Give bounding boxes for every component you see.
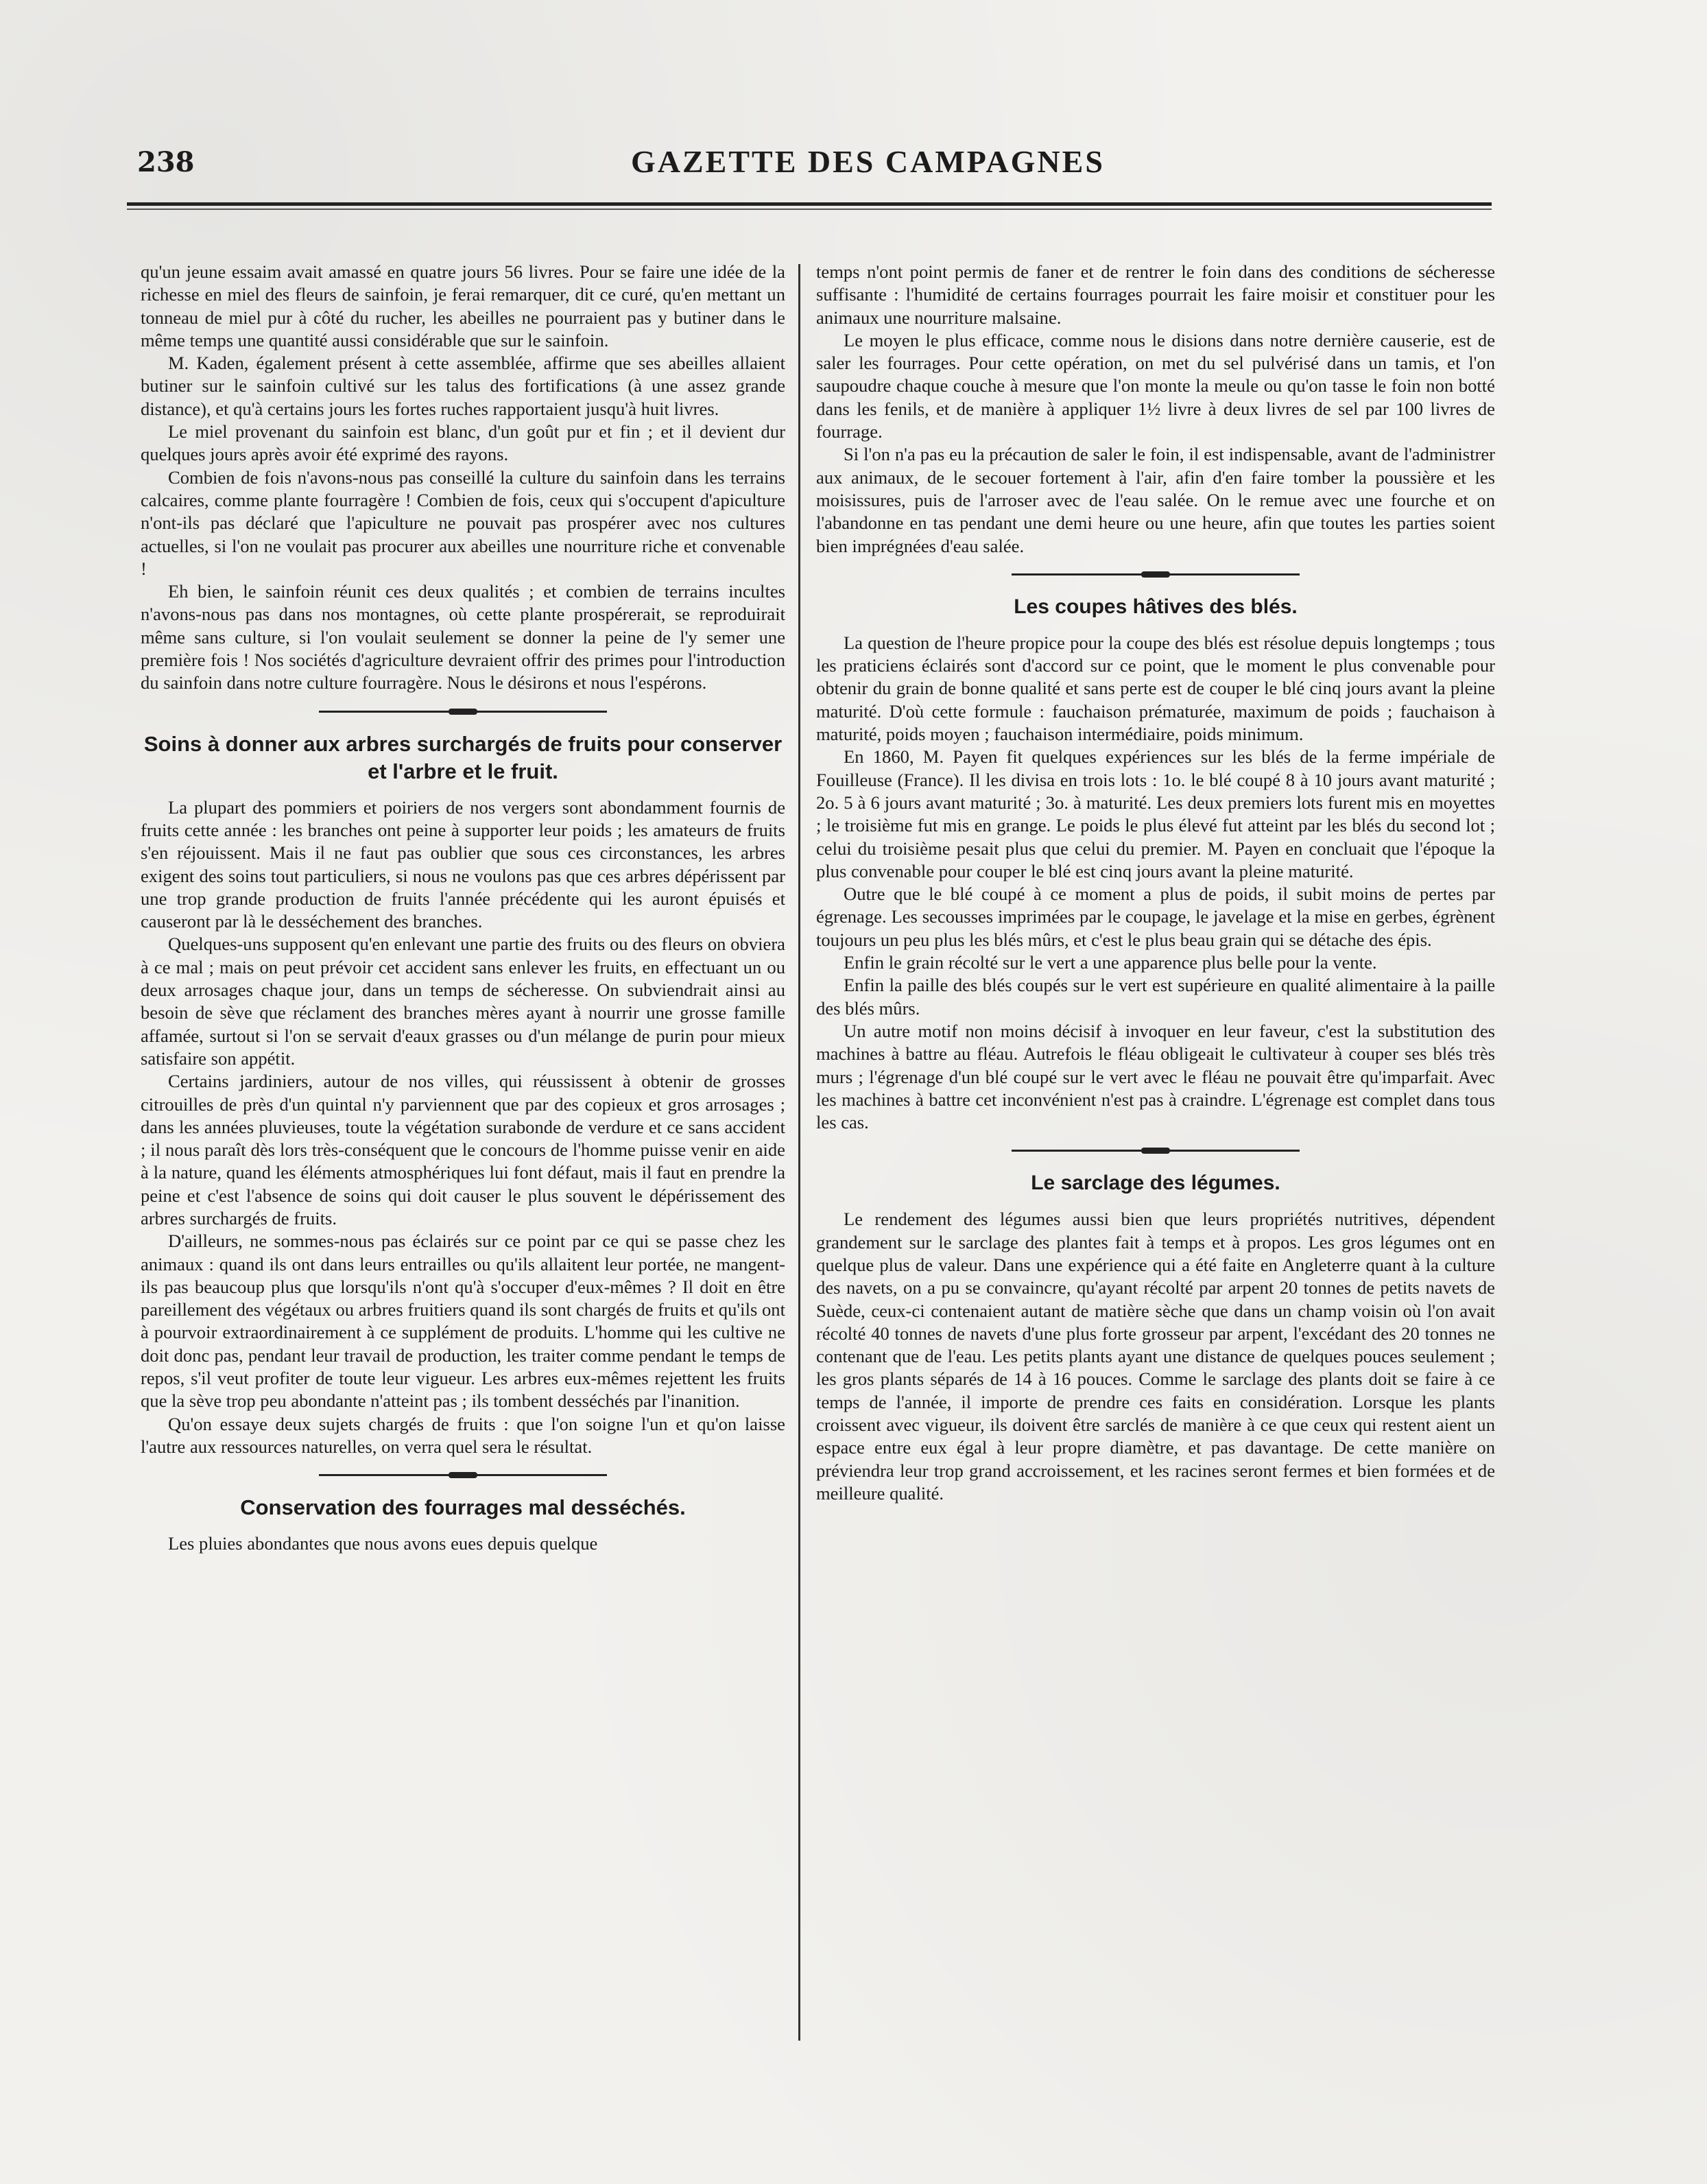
paragraph: Eh bien, le sainfoin réunit ces deux qualités ; et combien de terrains incultes n'avons-nous pas dans nos montagnes, où cette plante prospérerait, se reproduirait même sans culture, si l'on voulait seulement se donner la peine de l'y semer une première fois ! Nos sociétés d'agriculture devraient offrir des primes pour l'introduction du sainfoin dans notre culture fourragère. Nous le désirons et nous l'espérons. [141,581,785,693]
paragraph: Enfin le grain récolté sur le vert a une apparence plus belle pour la vente. [844,952,1377,973]
column-divider [798,264,800,2041]
page-header [137,141,1495,189]
paragraph: Outre que le blé coupé à ce moment a plus de poids, il subit moins de pertes par égrenage. Les secousses imprimées par le coupage, le javelage et la mise en gerbes, égrènent toujours un peu plus les blés mûrs, et c'est le plus beau grain qui se détache des épis. [816,883,1495,950]
right-column [816,261,1495,1505]
article-heading: Les coupes hâtives des blés. [1014,595,1298,618]
paragraph: Les pluies abondantes que nous avons eues depuis quelque [168,1533,598,1554]
section-separator [1012,565,1300,584]
paragraph: Un autre motif non moins décisif à invoquer en leur faveur, c'est la substitution des machines à battre au fléau. Autrefois le fléau obligeait le cultivateur à couper ses blés très murs ; l'égrenage d'un blé coupé sur le vert avec le fléau ne pouvait être qu'imparfait. Avec les machines à battre cet inconvénient n'est pas à craindre. L'égrenage est complet dans tous les cas. [816,1020,1495,1133]
paragraph: qu'un jeune essaim avait amassé en quatre jours 56 livres. Pour se faire une idée de la richesse en miel des fleurs de sainfoin, je ferai remarquer, dit ce curé, qu'en mettant un tonneau de miel pur à côté du rucher, les abeilles ne pourraient pas y butiner dans le même temps une quantité aussi considérable que sur le sainfoin. [141,261,785,351]
paragraph: Combien de fois n'avons-nous pas conseillé la culture du sainfoin dans les terrains calcaires, comme plante fourragère ! Combien de fois, ceux qui s'occupent d'apiculture n'ont-ils pas déclaré que l'apiculture ne pouvait pas prospérer avec nos cultures actuelles, si l'on ne voulait pas procurer aux abeilles une nourriture riche et convenable ! [141,466,785,579]
article-heading: Le sarclage des légumes. [1031,1172,1280,1195]
paragraph: Certains jardiniers, autour de nos villes, qui réussissent à obtenir de grosses citrouilles de près d'un quintal n'y parviennent que par des copieux et gros arrosages ; dans les années pluvieuses, toute la végétation surabonde de verdure et ce sans accident ; il nous paraît dès lors très-conséquent que le concours de l'homme puisse venir en aide à la nature, quand les éléments atmosphériques lui font défaut, mais il faut en prendre la peine et c'est l'absence de soins qui doit causer le plus souvent le dépérissement des arbres surchargés de fruits. [141,1071,785,1228]
paragraph: D'ailleurs, ne sommes-nous pas éclairés sur ce point par ce qui se passe chez les animaux : quand ils ont dans leurs entrailles ou qu'ils allaitent leur portée, ne mangent-ils pas beaucoup plus que lorsqu'ils n'ont qu'à s'occuper d'eux-mêmes ? Il doit en être pareillement des végétaux ou arbres fruitiers quand ils sont chargés de fruits et qu'ils ont à pourvoir extraordinairement à ce supplément de produits. L'homme qui les cultive ne doit donc pas, pendant leur travail de production, les traiter comme pendant le temps de repos, s'il veut profiter de toute leur vigueur. Les arbres eux-mêmes rejettent les fruits que la sève trop peu abondante n'atteint pas ; ils tombent desséchés par l'inanition. [141,1231,785,1412]
paragraph: La plupart des pommiers et poiriers de nos vergers sont abondamment fournis de fruits cette année : les branches ont peine à supporter leur poids ; les amateurs de fruits s'en réjouissent. Mais il ne faut pas oublier que sous ces circonstances, les arbres exigent des soins tout particuliers, si nous ne voulons pas que ces arbres dépérissent par une trop grande production de fruits l'année précédente qui les auront épuisés et causeront par là le desséchement des branches. [141,796,785,932]
section-separator [319,702,607,721]
paragraph: Le miel provenant du sainfoin est blanc, d'un goût pur et fin ; et il devient dur quelques jours après avoir été exprimé des rayons. [141,421,785,465]
paragraph: temps n'ont point permis de faner et de rentrer le foin dans des conditions de sécheresse suffisante : l'humidité de certains fourrages pourrait les faire moisir et constituer pour les animaux une nourriture malsaine. [816,261,1495,328]
paragraph: M. Kaden, également présent à cette assemblée, affirme que ses abeilles allaient butiner sur le sainfoin cultivé sur les talus des fortifications (à une assez grande distance), et qu'à certains jours les fortes ruches rapportaient jusqu'à huit livres. [141,353,785,419]
paragraph: Enfin la paille des blés coupés sur le vert est supérieure en qualité alimentaire à la paille des blés mûrs. [816,975,1495,1019]
paragraph: Le rendement des légumes aussi bien que leurs propriétés nutritives, dépendent grandement sur le sarclage des plantes fait à temps et à propos. Les gros légumes ont en quelque plus de valeur. Dans une expérience qui a été faite en Angleterre quant à la culture des navets, on a pu se convaincre, qu'ayant récolté par arpent 20 tonnes de petits navets de Suède, ceux-ci contenaient autant de matière sèche que dans un champ voisin où l'on avait récolté 40 tonnes de navets d'une plus forte grosseur par arpent, l'excédant des 20 tonnes ne contenant que de l'eau. Les petits plants ayant une distance de quelques pouces seulement ; les gros plants séparés de 14 à 16 pouces. Comme le sarclage des plants doit se faire à ce temps de l'année, il importe de prendre ces faits en considération. Lorsque les plants croissent avec vigueur, ils doivent être sarclés de manière à ce que ceux qui restent aient un espace entre eux égal à leur propre diamètre, et pas davantage. De cette manière on préviendra leur trop grand accroissement, et les racines seront fermes et bien formées et de meilleure qualité. [816,1209,1495,1504]
paragraph: En 1860, M. Payen fit quelques expériences sur les blés de la ferme impériale de Fouilleuse (France). Il les divisa en trois lots : 1o. le blé coupé 8 à 10 jours avant maturité ; 2o. 5 à 6 jours avant maturité ; 3o. à maturité. Les deux premiers lots furent mis en moyettes ; le troisième fut mis en grange. Le poids le plus élevé fut atteint par les blés du second lot ; celui du troisième pesait plus que celui du premier. M. Payen en concluait que l'époque la plus convenable pour couper le blé est cinq jours avant la pleine maturité. [816,746,1495,881]
journal-title: GAZETTE DES CAMPAGNES [631,144,1105,179]
paragraph: Si l'on n'a pas eu la précaution de saler le foin, il est indispensable, avant de l'administrer aux animaux, de le secouer fortement à l'air, afin d'en faire tomber la poussière et les moisissures, puis de l'arroser avec de l'eau salée. On le remue avec une fourche et on l'abandonne en tas pendant une demi heure ou une heure, afin que toutes les parties soient bien imprégnées d'eau salée. [816,444,1495,556]
paragraph: Quelques-uns supposent qu'en enlevant une partie des fruits ou des fleurs on obviera à ce mal ; mais on peut prévoir cet accident sans enlever les fruits, en effectuant un ou deux arrosages chaque jour, dans un temps de sécheresse. On subviendrait ainsi au besoin de sève que réclament des branches mères ayant à nourrir une grosse famille affamée, surtout si l'on se servait d'eaux grasses ou d'un mélange de purin pour mieux satisfaire son appétit. [141,934,785,1069]
page-number: 238 [137,146,195,178]
paragraph: Le moyen le plus efficace, comme nous le disions dans notre dernière causerie, est de saler les fourrages. Pour cette opération, on met du sel pulvérisé dans un tamis, et l'on saupoudre chaque couche à mesure que l'on monte la meule ou qu'on tasse le foin non botté dans les fenils, et de manière à appliquer 1½ livre à deux livres de sel par 100 livres de fourrage. [816,329,1495,442]
article-heading: Conservation des fourrages mal desséchés. [240,1495,686,1520]
section-separator [319,1465,607,1484]
section-separator [1012,1141,1300,1160]
paragraph: La question de l'heure propice pour la coupe des blés est résolue depuis longtemps ; tous les praticiens éclairés sont d'accord sur ce point, que le moment le plus convenable pour obtenir du grain de bonne qualité et sans perte est de couper le blé cinq jours avant la pleine maturité. D'où cette formule : fauchaison prématurée, maximum de poids ; fauchaison à maturité, poids moyen ; fauchaison intermédiaire, poids minimum. [816,632,1495,745]
header-rule [127,202,1492,210]
left-column [141,261,785,1556]
paragraph: Qu'on essaye deux sujets chargés de fruits : que l'on soigne l'un et qu'on laisse l'autre aux ressources naturelles, on verra quel sera le résultat. [141,1413,785,1457]
article-heading: Soins à donner aux arbres surchargés de fruits pour conserver et l'arbre et le fruit. [143,731,783,783]
